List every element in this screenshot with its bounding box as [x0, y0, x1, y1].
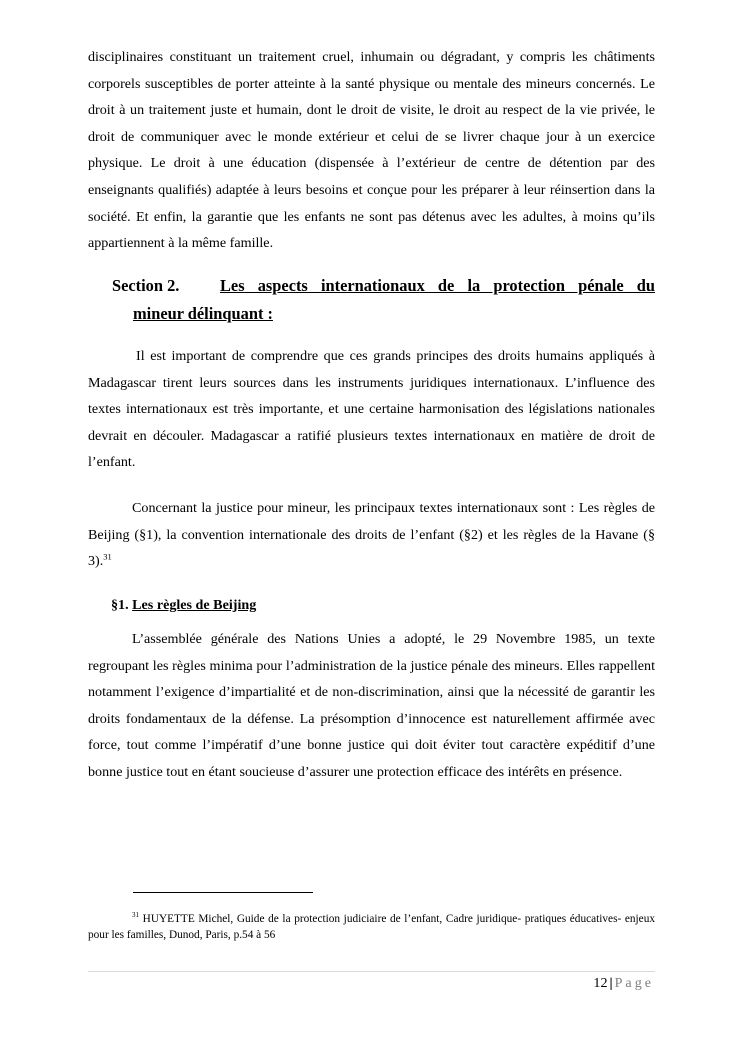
paragraph-international-texts	[88, 495, 655, 575]
page-footer	[593, 974, 654, 992]
section-heading	[112, 272, 655, 328]
paragraph-beijing-rules: L’assemblée générale des Nations Unies a adopté, le 29 Novembre 1985, un texte regroupant les règles minima pour l’administration de la justice pénale des mineurs. Elles rappellent notamment l’exigence d’impartialité et de non-discrimination, ainsi que la nécessité de garantir les droits fondamentaux de la défense. La présomption d’innocence est naturellement affirmée avec force, tout comme l’impératif d’une bonne justice qui doit éviter tout caractère expéditif d’une bonne justice tout en étant soucieuse d’assurer une protection efficace des intérêts en présence.	[88, 631, 655, 780]
footnote-text: HUYETTE Michel, Guide de la protection judiciaire de l’enfant, Cadre juridique- pratiques éducatives- enjeux pour les familles, Dunod, Paris, p.54 à 56	[88, 913, 655, 941]
subsection-title: Les règles de Beijing	[132, 597, 257, 613]
page-number: 12	[593, 975, 608, 991]
section-title-line1: Les aspects internationaux de la protection pénale du	[220, 276, 655, 295]
intro-paragraph: disciplinaires constituant un traitement cruel, inhumain ou dégradant, y compris les châtiments corporels susceptibles de porter atteinte à la santé physique ou mentale des mineurs concernés. Le droit à un traitement juste et humain, dont le droit de visite, le droit au respect de la vie privée, le droit de communiquer avec le monde extérieur et celui de se livrer chaque jour à un exercice physique. Le droit à une éducation (dispensée à l’extérieur de centre de détention par des enseignants qualifiés) adaptée à leurs besoins et conçue pour les préparer à leur réinsertion dans la société. Et enfin, la garantie que les enfants ne sont pas détenus avec les adultes, à moins qu’ils appartiennent à la même famille.	[88, 49, 655, 252]
subsection-number: §1.	[111, 597, 129, 613]
paragraph-international-sources: Il est important de comprendre que ces grands principes des droits humains appliqués à Madagascar tirent leurs sources dans les instruments juridiques internationaux. L’influence des textes internationaux est très importante, et une certaine harmonisation des législations nationales devrait en découler. Madagascar a ratifié plusieurs textes internationaux en matière de droit de l’enfant.	[88, 348, 655, 471]
footnote-reference[interactable]: 31	[103, 551, 112, 562]
subsection-heading	[111, 592, 256, 618]
page-label: Page	[614, 975, 654, 991]
footnote-separator	[133, 892, 313, 893]
footnote-number: 31	[132, 911, 139, 920]
footer-divider	[88, 971, 655, 972]
section-title-line2: mineur délinquant :	[133, 304, 273, 323]
section-heading-line1	[112, 272, 655, 300]
section-label: Section 2.	[112, 276, 180, 295]
page-separator: |	[609, 975, 613, 991]
footnote	[88, 912, 655, 943]
paragraph-international-texts-text: Concernant la justice pour mineur, les principaux textes internationaux sont : Les règles de Beijing (§1), la convention internationale des droits de l’enfant (§2) et les règles de la Havane (§ 3).	[88, 500, 655, 570]
